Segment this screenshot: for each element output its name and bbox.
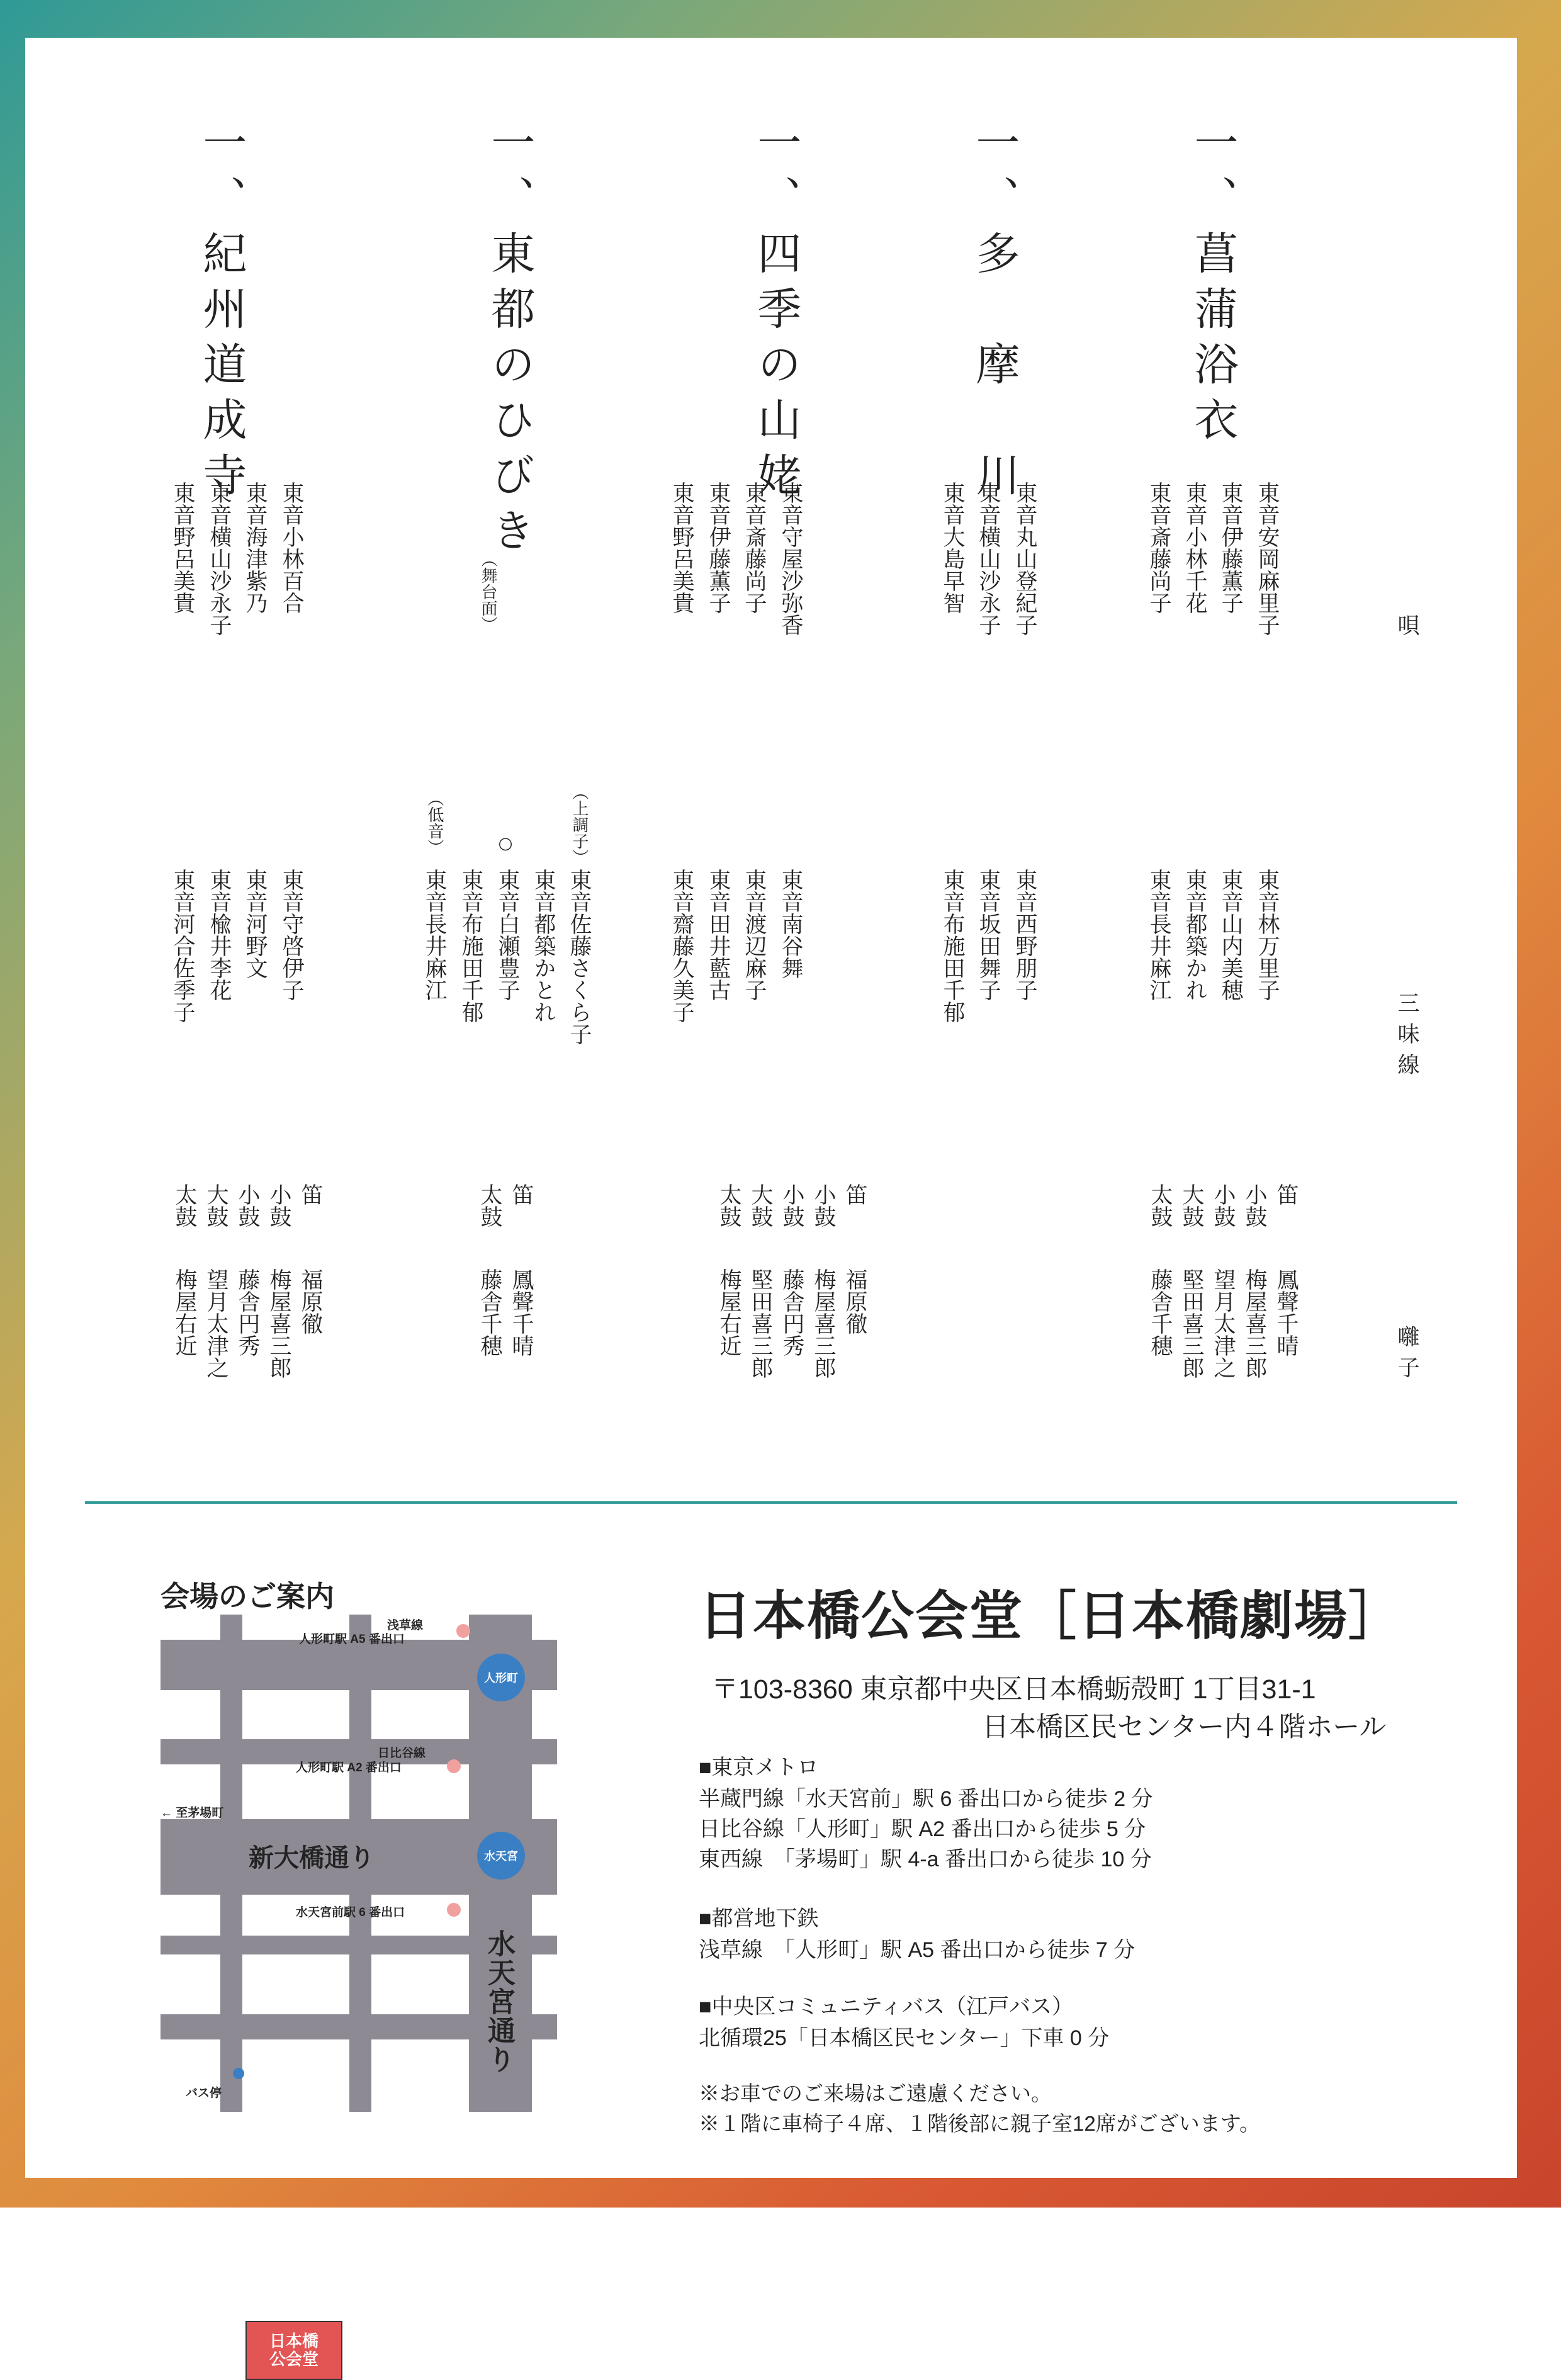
uta-shiki-3: 東音伊藤薫子 xyxy=(706,482,731,614)
uta-shiki-1: 東音守屋沙弥香 xyxy=(778,482,803,636)
program-title-toto: 一、東都のひびき xyxy=(484,120,536,563)
shamisen-shiki-4: 東音齋藤久美子 xyxy=(669,869,694,1023)
venue-name: 日本橋公会堂［日本橋劇場］ xyxy=(699,1586,1403,1645)
bus-heading: ■中央区コミュニティバス（江戸バス） xyxy=(699,1995,1074,2019)
hayashi-ayame-3-part: 小鼓 xyxy=(1210,1183,1236,1227)
shamisen-toto-note-last: （低音） xyxy=(425,790,444,855)
shin-ohashi-label: 新大橋通り xyxy=(249,1844,375,1872)
venue-address-2: 日本橋区民センター内４階ホール xyxy=(982,1712,1387,1742)
hayashi-ayame-5-name: 藤舎千穂 xyxy=(1147,1268,1173,1356)
hayashi-shiki-2-part: 小鼓 xyxy=(811,1183,836,1227)
uta-kishu-1: 東音小林百合 xyxy=(279,482,304,614)
hayashi-ayame-4-name: 堅田喜三郎 xyxy=(1179,1268,1204,1379)
uta-shiki-2: 東音斎藤尚子 xyxy=(741,482,767,614)
hayashi-kishu-3-name: 藤舎円秀 xyxy=(235,1268,260,1356)
hayashi-shiki-3-name: 藤舎円秀 xyxy=(779,1268,804,1356)
hayashi-kishu-2-part: 小鼓 xyxy=(266,1183,291,1227)
hayashi-ayame-2-part: 小鼓 xyxy=(1242,1183,1267,1227)
uta-ayame-4: 東音斎藤尚子 xyxy=(1146,482,1171,614)
note-car: ※お車でのご来場はご遠慮ください。 xyxy=(699,2082,1052,2105)
uta-ayame-1: 東音安岡麻里子 xyxy=(1254,482,1280,636)
hayashi-shiki-4-name: 堅田喜三郎 xyxy=(748,1268,773,1379)
hayashi-ayame-5-part: 太鼓 xyxy=(1147,1183,1173,1227)
program-title-kishu: 一、紀州道成寺 xyxy=(196,120,247,507)
shamisen-toto-4: 東音布施田千郁 xyxy=(458,869,483,1023)
uta-ayame-3: 東音小林千花 xyxy=(1182,482,1207,614)
hayashi-shiki-3-part: 小鼓 xyxy=(779,1183,804,1227)
shamisen-toto-note-first: （上調子） xyxy=(570,784,589,866)
shamisen-kishu-2: 東音河野文 xyxy=(242,869,268,979)
note-seats: ※１階に車椅子４席、１階後部に親子室12席がございます。 xyxy=(699,2112,1261,2135)
metro-line-3: 東西線 「茅場町」駅 4-a 番出口から徒歩 10 分 xyxy=(699,1847,1152,1871)
uta-shiki-4: 東音野呂美貴 xyxy=(669,482,694,614)
hayashi-ayame-2-name: 梅屋喜三郎 xyxy=(1242,1268,1267,1379)
section-label-shamisen: 三味線 xyxy=(1394,991,1419,1084)
uta-ayame-2: 東音伊藤薫子 xyxy=(1218,482,1243,614)
hayashi-kishu-5-name: 梅屋右近 xyxy=(172,1268,197,1356)
venue-marker-line1: 日本橋 xyxy=(269,2332,318,2351)
section-label-uta: 唄 xyxy=(1394,614,1419,645)
hayashi-ayame-1-part: 笛 xyxy=(1273,1183,1299,1205)
program-note-toto: （舞台面） xyxy=(478,551,497,633)
exit-hibiya-line: 日比谷線 xyxy=(378,1747,426,1760)
shamisen-ayame-1: 東音林万里子 xyxy=(1254,869,1280,1001)
hayashi-toto-1-name: 鳳聲千晴 xyxy=(509,1268,534,1356)
exit-asakusa-label: 人形町駅 A5 番出口 xyxy=(299,1633,405,1646)
hayashi-ayame-4-part: 大鼓 xyxy=(1179,1183,1204,1227)
hayashi-kishu-1-part: 笛 xyxy=(298,1183,323,1205)
bus-stop-label: バス停 xyxy=(186,2087,222,2100)
uta-tama-3: 東音大島早智 xyxy=(940,482,965,614)
toei-line-1: 浅草線 「人形町」駅 A5 番出口から徒歩 7 分 xyxy=(699,1938,1136,1962)
uta-tama-1: 東音丸山登紀子 xyxy=(1012,482,1037,636)
bus-line-1: 北循環25「日本橋区民センター」下車 0 分 xyxy=(699,2026,1110,2050)
shamisen-tama-3: 東音布施田千郁 xyxy=(940,869,965,1023)
hayashi-ayame-3-name: 望月太津之 xyxy=(1210,1268,1236,1379)
hayashi-shiki-5-name: 梅屋右近 xyxy=(716,1268,741,1356)
shamisen-shiki-1: 東音南谷舞 xyxy=(778,869,803,979)
uta-kishu-4: 東音野呂美貴 xyxy=(170,482,195,614)
shamisen-toto-note-mark: ○ xyxy=(496,834,515,853)
exit-pin-a2 xyxy=(447,1759,461,1773)
hayashi-toto-1-part: 笛 xyxy=(509,1183,534,1205)
uta-tama-2: 東音横山沙永子 xyxy=(976,482,1001,636)
hayashi-shiki-4-part: 大鼓 xyxy=(748,1183,773,1227)
metro-heading: ■東京メトロ xyxy=(699,1756,819,1779)
metro-line-1: 半蔵門線「水天宮前」駅 6 番出口から徒歩 2 分 xyxy=(699,1787,1153,1811)
hayashi-toto-2-part: 太鼓 xyxy=(477,1183,502,1227)
exit-asakusa-line: 浅草線 xyxy=(387,1619,424,1632)
shamisen-toto-1: 東音佐藤さくら子 xyxy=(566,869,592,1045)
bus-stop-icon xyxy=(233,2068,244,2079)
to-kayabacho-label: ← 至茅場町 xyxy=(161,1807,224,1820)
exit-hibiya-label: 人形町駅 A2 番出口 xyxy=(296,1761,402,1774)
hayashi-kishu-5-part: 太鼓 xyxy=(172,1183,197,1227)
program-title-shiki: 一、四季の山姥 xyxy=(750,120,802,507)
station-ningyocho-icon: 人形町 xyxy=(477,1654,525,1701)
program-sheet xyxy=(25,38,1517,2369)
venue-map xyxy=(161,1615,557,2369)
hayashi-shiki-1-part: 笛 xyxy=(842,1183,867,1205)
section-label-hayashi: 囃子 xyxy=(1394,1325,1419,1387)
shamisen-kishu-3: 東音楡井李花 xyxy=(206,869,232,1001)
shamisen-toto-3: 東音白瀬豊子 xyxy=(495,869,520,1001)
hayashi-shiki-5-part: 太鼓 xyxy=(716,1183,741,1227)
hayashi-shiki-2-name: 梅屋喜三郎 xyxy=(811,1268,836,1379)
map-heading: 会場のご案内 xyxy=(161,1580,334,1613)
venue-marker xyxy=(245,2321,342,2380)
toei-heading: ■都営地下鉄 xyxy=(699,1907,819,1931)
hayashi-kishu-3-part: 小鼓 xyxy=(235,1183,260,1227)
shamisen-tama-2: 東音坂田舞子 xyxy=(976,869,1001,1001)
shamisen-ayame-2: 東音山内美穂 xyxy=(1218,869,1243,1001)
venue-address: 〒103-8360 東京都中央区日本橋蛎殻町 1丁目31-1 xyxy=(711,1674,1316,1705)
suitengu-dori-label: 水天宮通り xyxy=(483,1929,514,2074)
program-title-ayame: 一、菖蒲浴衣 xyxy=(1187,120,1239,452)
metro-line-2: 日比谷線「人形町」駅 A2 番出口から徒歩 5 分 xyxy=(699,1817,1146,1841)
shamisen-ayame-3: 東音都築かれ xyxy=(1182,869,1207,1001)
shamisen-kishu-4: 東音河合佐季子 xyxy=(170,869,195,1023)
program-title-tama: 一、多 摩 川 xyxy=(969,120,1020,507)
hayashi-shiki-1-name: 福原徹 xyxy=(842,1268,867,1334)
exit-pin-a5 xyxy=(456,1624,470,1638)
exit-pin-6 xyxy=(447,1903,461,1917)
hayashi-kishu-4-name: 望月太津之 xyxy=(203,1268,228,1379)
uta-kishu-2: 東音海津紫乃 xyxy=(242,482,268,614)
map-road-v1 xyxy=(220,1615,242,2112)
hayashi-kishu-2-name: 梅屋喜三郎 xyxy=(266,1268,291,1379)
divider-line xyxy=(85,1501,1457,1504)
uta-kishu-3: 東音横山沙永子 xyxy=(206,482,232,636)
exit-suitengu-label: 水天宮前駅 6 番出口 xyxy=(296,1906,405,1919)
shamisen-kishu-1: 東音守啓伊子 xyxy=(279,869,304,1001)
shamisen-tama-1: 東音西野朋子 xyxy=(1012,869,1037,1001)
hayashi-toto-2-name: 藤舎千穂 xyxy=(477,1268,502,1356)
hayashi-kishu-4-part: 大鼓 xyxy=(203,1183,228,1227)
station-suitengu-icon: 水天宮 xyxy=(477,1832,525,1880)
shamisen-shiki-3: 東音田井藍古 xyxy=(706,869,731,1001)
shamisen-ayame-4: 東音長井麻江 xyxy=(1146,869,1171,1001)
shamisen-toto-5: 東音長井麻江 xyxy=(422,869,447,1001)
hayashi-kishu-1-name: 福原徹 xyxy=(298,1268,323,1334)
shamisen-shiki-2: 東音渡辺麻子 xyxy=(741,869,767,1001)
venue-marker-line2: 公会堂 xyxy=(269,2350,318,2369)
hayashi-ayame-1-name: 鳳聲千晴 xyxy=(1273,1268,1299,1356)
shamisen-toto-2: 東音都築かとれ xyxy=(531,869,556,1023)
